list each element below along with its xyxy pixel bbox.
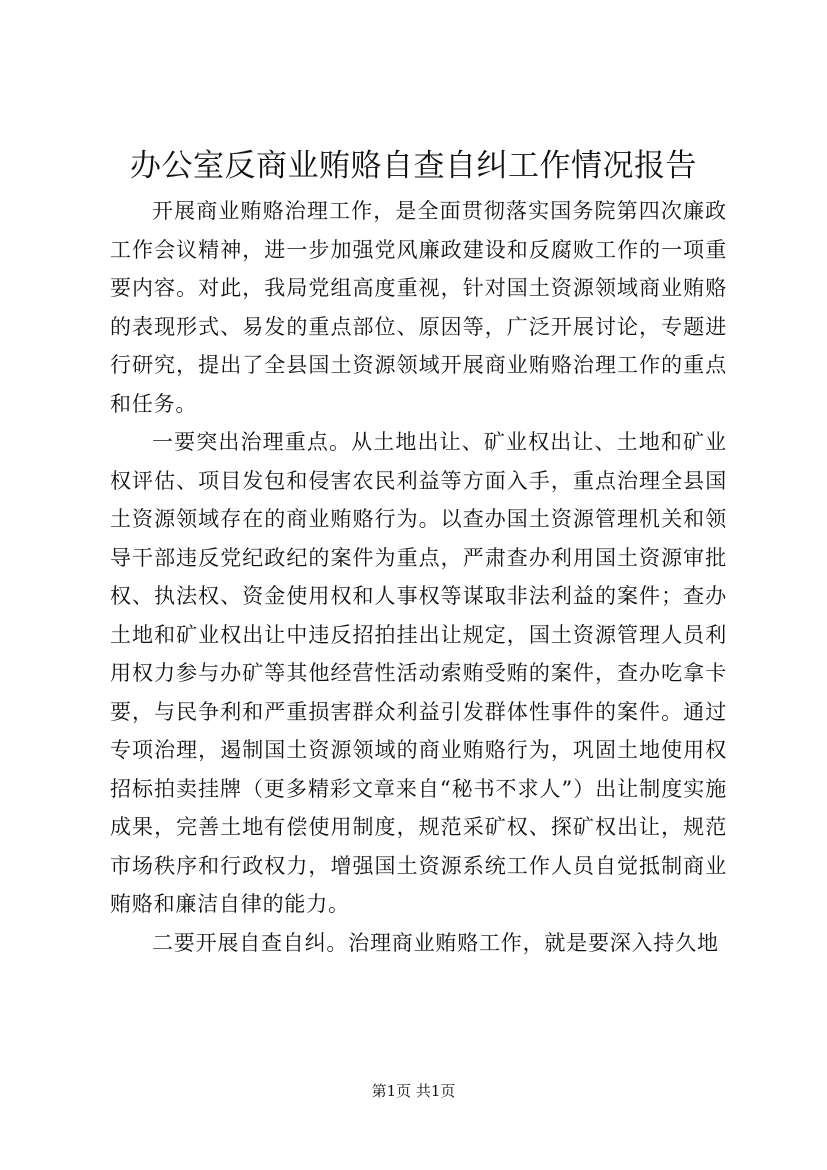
paragraph-intro: 开展商业贿赂治理工作，是全面贯彻落实国务院第四次廉政工作会议精神，进一步加强党风廉政建设和反腐败工作的一项重要内容。对此，我局党组高度重视，针对国土资源领域商业贿赂的表现形式、易发的重点部位、原因等，广泛开展讨论，专题进行研究，提出了全县国土资源领域开展商业贿赂治理工作的重点和任务。 (110, 199, 727, 416)
paragraph-self-check: 二要开展自查自纠。治理商业贿赂工作，就是要深入持久地 (152, 930, 719, 955)
document-body (110, 192, 727, 962)
document-title: 办公室反商业贿赂自查自纠工作情况报告 (130, 148, 697, 184)
paragraph-focus: 一要突出治理重点。从土地出让、矿业权出让、土地和矿业权评估、项目发包和侵害农民利益等方面入手，重点治理全县国土资源领域存在的商业贿赂行为。以查办国土资源管理机关和领导干部违反党纪政纪的案件为重点，严肃查办利用国土资源审批权、执法权、资金使用权和人事权等谋取非法利益的案件；查办土地和矿业权出让中违反招拍挂出让规定，国土资源管理人员利用权力参与办矿等其他经营性活动索贿受贿的案件，查办吃拿卡要，与民争利和严重损害群众利益引发群体性事件的案件。通过专项治理，遏制国土资源领域的商业贿赂行为，巩固土地使用权招标拍卖挂牌（更多精彩文章来自“秘书不求人”）出让制度实施成果，完善土地有偿使用制度，规范采矿权、探矿权出让，规范市场秩序和行政权力，增强国土资源系统工作人员自觉抵制商业贿赂和廉洁自律的能力。 (110, 430, 727, 916)
page-number-footer: 第1页 共1页 (371, 1082, 456, 1100)
